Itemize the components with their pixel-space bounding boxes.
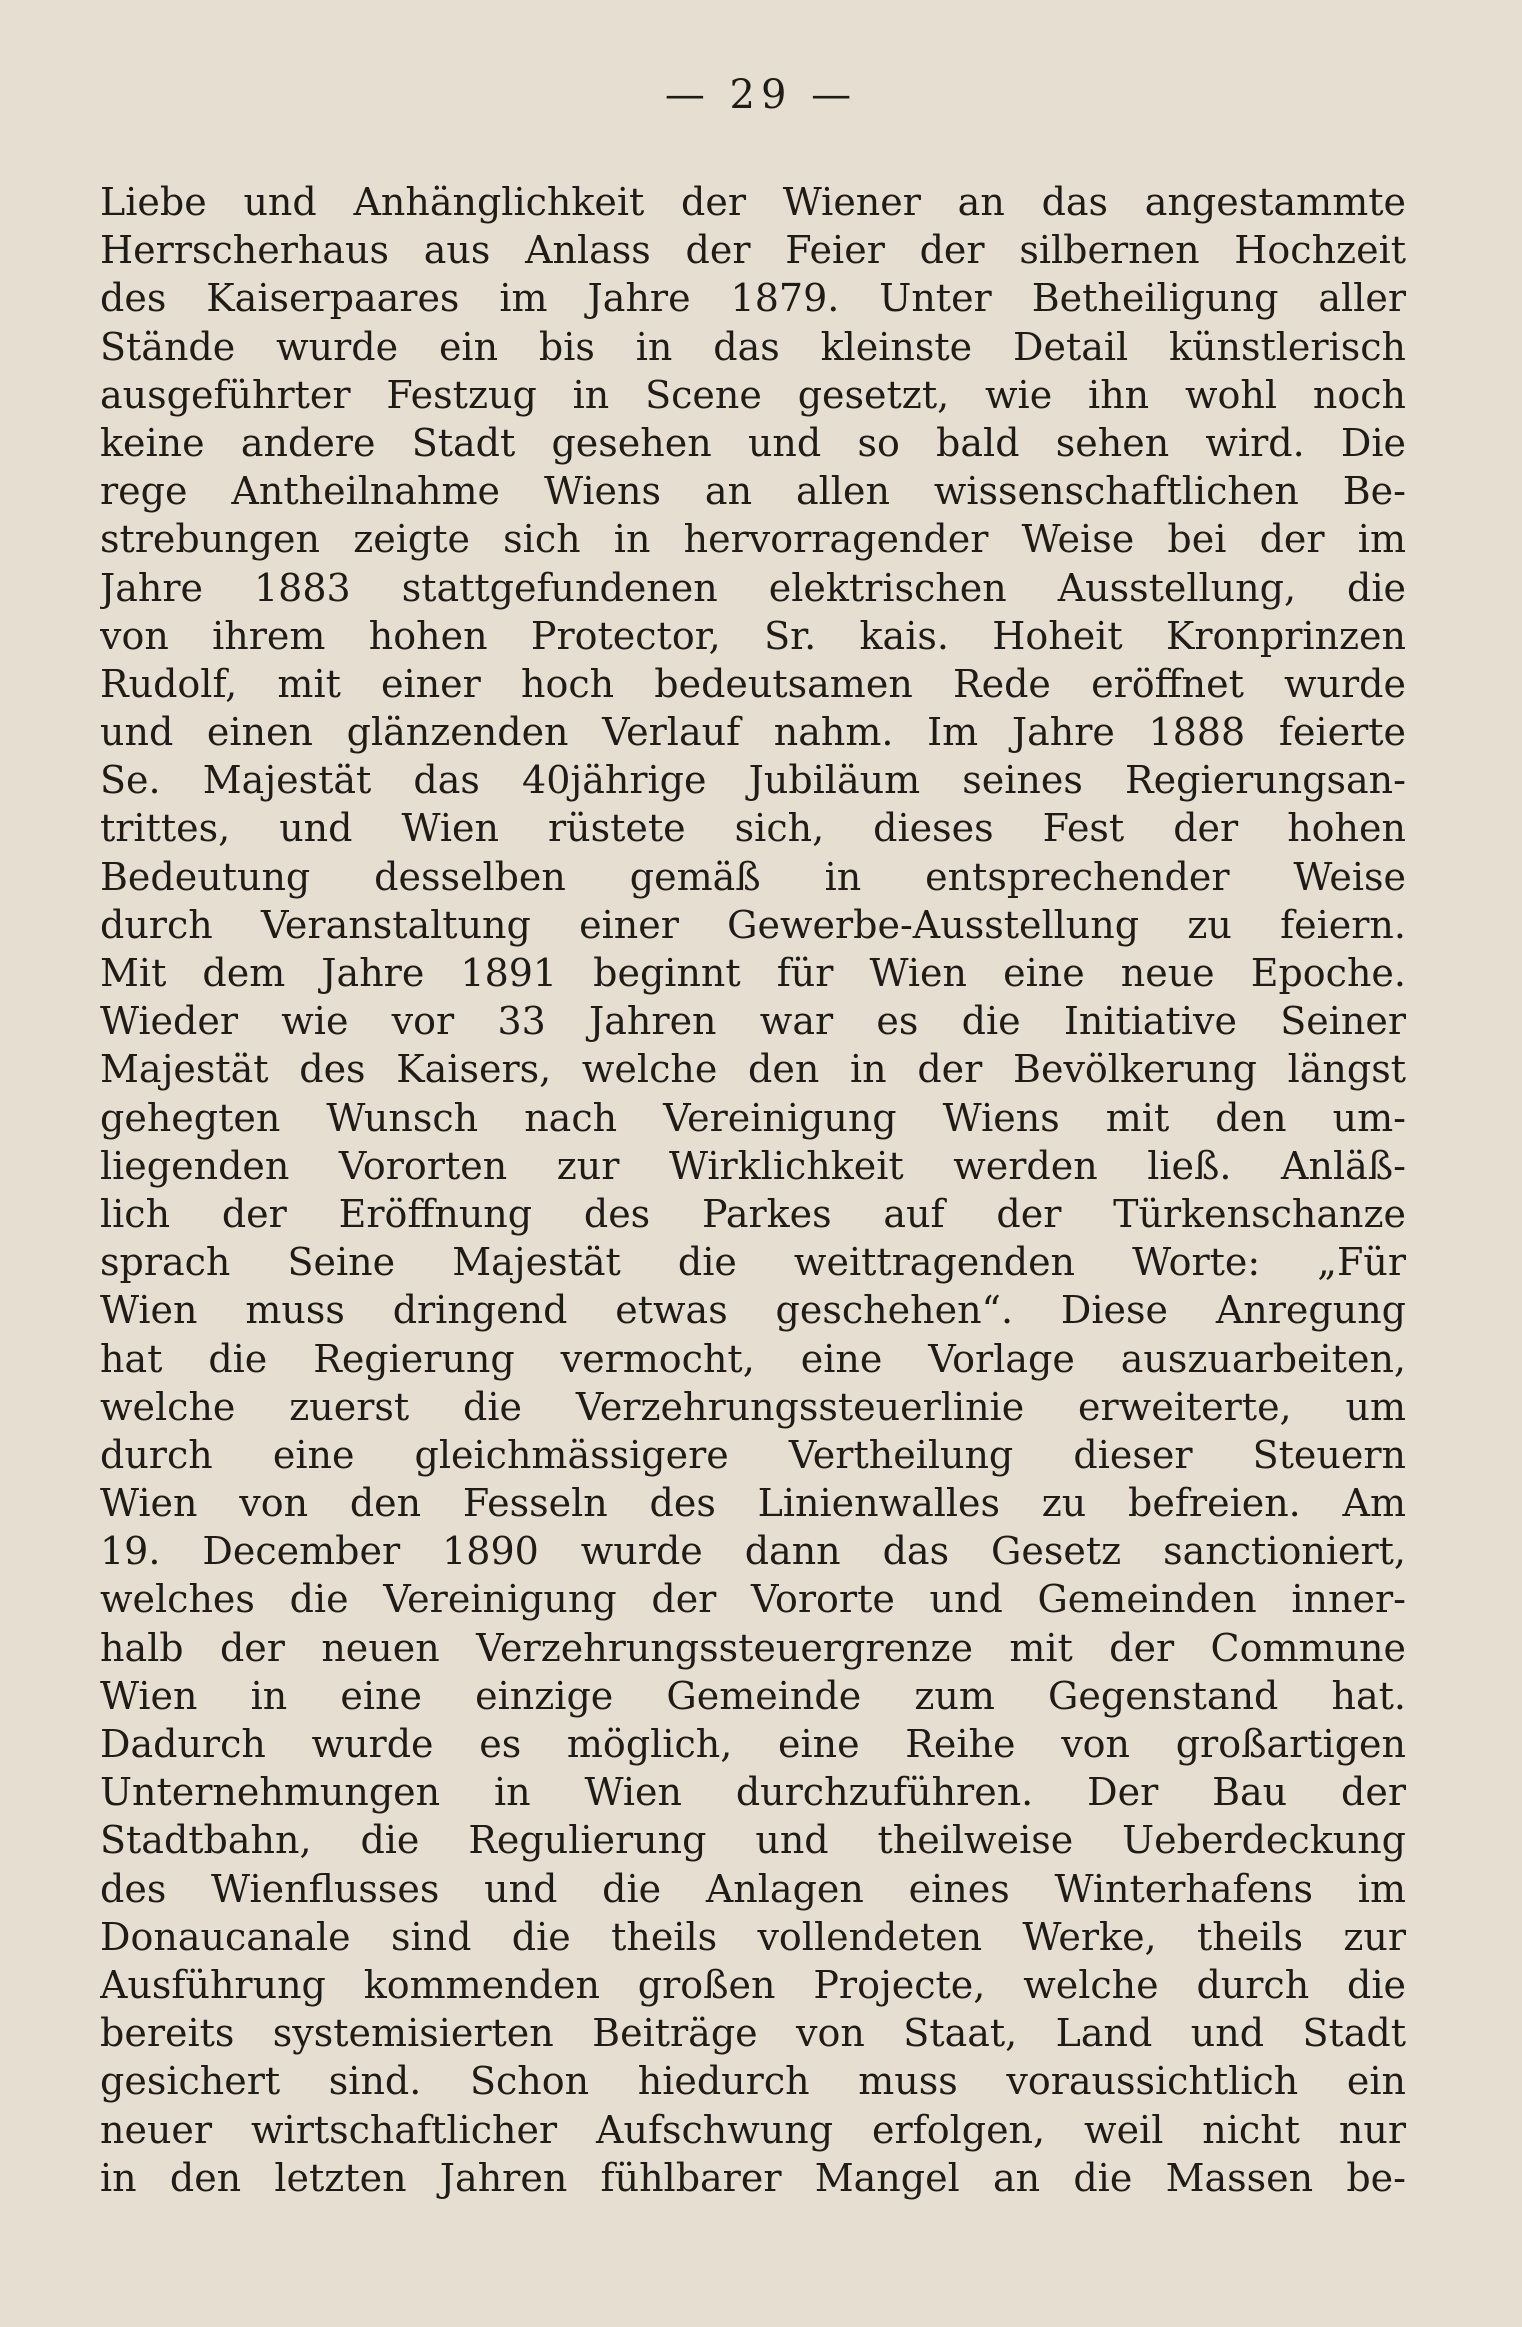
text-line: durch eine gleichmässigere Vertheilung dieser Steuern (100, 1432, 1406, 1477)
text-line: Herrscherhaus aus Anlass der Feier der silbernen Hochzeit (100, 228, 1406, 273)
text-line: trittes, und Wien rüstete sich, dieses Fest der hohen (100, 806, 1406, 851)
text-line: ausgeführter Festzug in Scene gesetzt, wie ihn wohl noch (100, 372, 1406, 417)
text-line: Se. Majestät das 40jährige Jubiläum seines Regierungsan- (100, 758, 1406, 803)
text-line: Wieder wie vor 33 Jahren war es die Initiative Seiner (100, 999, 1406, 1044)
text-line: in den letzten Jahren fühlbarer Mangel an die Massen be- (100, 2155, 1406, 2200)
text-line: rege Antheilnahme Wiens an allen wissenschaftlichen Be- (100, 469, 1406, 514)
text-line: von ihrem hohen Protector, Sr. kais. Hoheit Kronprinzen (100, 613, 1406, 658)
text-line: welches die Vereinigung der Vororte und Gemeinden inner- (100, 1577, 1406, 1622)
text-line: Wien in eine einzige Gemeinde zum Gegenstand hat. (100, 1673, 1406, 1718)
page-number: — 29 — (664, 72, 858, 118)
text-line: sprach Seine Majestät die weittragenden Worte: „Für (100, 1240, 1406, 1285)
text-line: hat die Regierung vermocht, eine Vorlage auszuarbeiten, (100, 1336, 1406, 1381)
text-line: Ausführung kommenden großen Projecte, welche durch die (100, 1962, 1406, 2007)
text-line: Mit dem Jahre 1891 beginnt für Wien eine neue Epoche. (100, 951, 1406, 995)
text-line: Bedeutung desselben gemäß in entsprechender Weise (100, 854, 1406, 899)
text-line: lich der Eröffnung des Parkes auf der Türkenschanze (100, 1191, 1406, 1236)
text-line: gesichert sind. Schon hiedurch muss voraussichtlich ein (100, 2059, 1406, 2104)
text-line: Wien muss dringend etwas geschehen“. Diese Anregung (100, 1288, 1406, 1333)
text-line: liegenden Vororten zur Wirklichkeit werden ließ. Anläß- (100, 1143, 1406, 1188)
text-line: gehegten Wunsch nach Vereinigung Wiens mit den um- (100, 1095, 1406, 1140)
text-line: neuer wirtschaftlicher Aufschwung erfolgen, weil nicht nur (100, 2107, 1406, 2152)
text-line: Stände wurde ein bis in das kleinste Detail künstlerisch (100, 324, 1406, 369)
text-line: bereits systemisierten Beiträge von Staat, Land und Stadt (100, 2011, 1406, 2056)
text-line: durch Veranstaltung einer Gewerbe-Ausstellung zu feiern. (100, 902, 1406, 947)
text-line: Unternehmungen in Wien durchzuführen. Der Bau der (100, 1770, 1406, 1815)
text-line: Majestät des Kaisers, welche den in der Bevölkerung längst (100, 1047, 1406, 1092)
text-line: Wien von den Fesseln des Linienwalles zu befreien. Am (100, 1481, 1406, 1526)
text-line: strebungen zeigte sich in hervorragender Weise bei der im (100, 517, 1406, 562)
text-line: Rudolf, mit einer hoch bedeutsamen Rede eröffnet wurde (100, 661, 1406, 706)
text-line: Stadtbahn, die Regulierung und theilweise Ueberdeckung (100, 1818, 1406, 1863)
text-line: halb der neuen Verzehrungssteuergrenze mit der Commune (100, 1625, 1406, 1670)
body-text (100, 178, 1406, 2202)
text-line: keine andere Stadt gesehen und so bald sehen wird. Die (100, 420, 1406, 465)
text-line: Jahre 1883 stattgefundenen elektrischen Ausstellung, die (100, 565, 1406, 610)
text-line: des Wienflusses und die Anlagen eines Winterhafens im (100, 1866, 1406, 1911)
text-line: und einen glänzenden Verlauf nahm. Im Jahre 1888 feierte (100, 710, 1406, 755)
text-line: 19. December 1890 wurde dann das Gesetz sanctioniert, (100, 1529, 1406, 1574)
text-line: Liebe und Anhänglichkeit der Wiener an das angestammte (100, 180, 1406, 224)
text-line: Donaucanale sind die theils vollendeten Werke, theils zur (100, 1914, 1406, 1959)
text-line: des Kaiserpaares im Jahre 1879. Unter Betheiligung aller (100, 276, 1406, 321)
text-line: welche zuerst die Verzehrungssteuerlinie erweiterte, um (100, 1384, 1406, 1429)
text-line: Dadurch wurde es möglich, eine Reihe von großartigen (100, 1722, 1406, 1766)
